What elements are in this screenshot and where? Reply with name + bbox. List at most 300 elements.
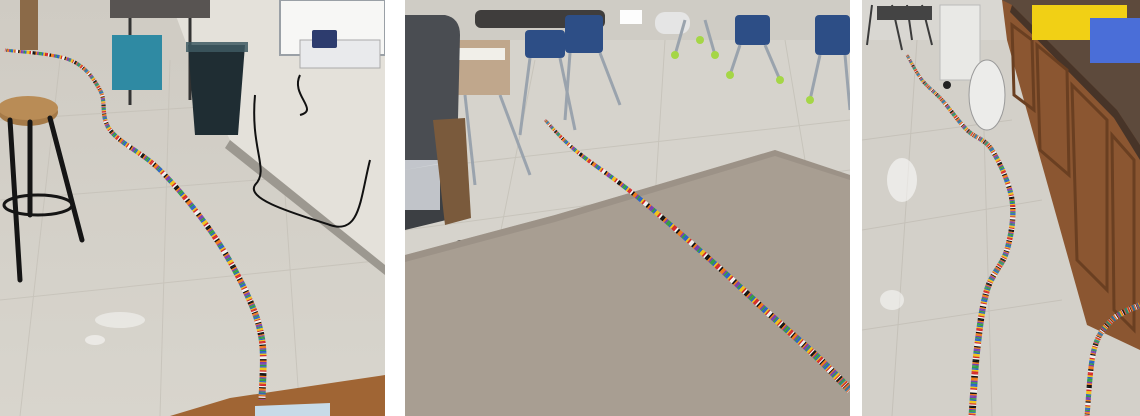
chain-cube [120,140,121,141]
chain-cube [206,224,207,225]
chain-cube [85,69,86,70]
chain-cube [567,143,568,144]
chain-cube [580,154,581,155]
chain-cube [736,283,737,284]
chain-cube [955,116,956,117]
chain-cube [759,305,760,306]
chain-cube [241,282,242,283]
chain-cube [554,130,555,131]
chain-cube [184,196,185,197]
chain-cube [244,289,245,290]
chain-cube [220,245,221,246]
chain-cube [600,169,601,170]
chain-cube [816,356,817,357]
chain-cube [227,256,228,257]
chain-cube [649,206,650,207]
chain-cube [570,146,571,147]
chain-cube [727,274,728,275]
chain-cube [963,126,964,127]
chain-cube [91,76,92,77]
chain-cube [188,201,189,202]
chain-cube [965,128,966,129]
chain-cube [186,199,187,200]
chain-cube [660,216,661,217]
chain-cube [671,226,672,227]
chain-cube [194,209,195,210]
chain-cube [845,385,846,386]
chain-cube [238,275,239,276]
chain-cube [182,194,183,195]
blue-basket [112,35,162,90]
chain-cube [781,325,782,326]
chain-cube [952,112,953,113]
chain-cube [243,286,244,287]
chain-cube [815,355,816,356]
chain-cube [124,143,125,144]
chain-cube [190,204,191,205]
chain-cube [575,150,576,151]
chain-cube [109,129,110,130]
chain-cube [619,183,620,184]
chain-cube [553,129,554,130]
chain-cube [167,177,168,178]
chain-cube [145,157,146,158]
chain-cube [181,193,182,194]
chain-cube [800,342,801,343]
chain-cube [679,232,680,233]
chain-cube [729,277,730,278]
chain-cube [232,264,233,265]
chain-cube [640,199,641,200]
chain-cube [626,188,627,189]
chain-cube [749,295,750,296]
chain-cube [697,248,698,249]
chain-cube [795,336,796,337]
chain-cube [960,123,961,124]
chain-cube [578,152,579,153]
chain-cube [812,352,813,353]
chain-cube [561,138,562,139]
chain-cube [956,118,957,119]
chain-cube [156,166,157,167]
chain-cube [840,380,841,381]
chain-cube [964,127,965,128]
chain-cube [829,368,830,369]
chain-cube [143,156,144,157]
chain-cube [831,371,832,372]
chain-cube [964,127,965,128]
chain-cube [162,172,163,173]
chain-cube [561,137,562,138]
chain-cube [743,290,744,291]
chain-cube [844,384,845,385]
chain-cube [846,386,847,387]
chain-cube [584,157,585,158]
chain-cube [708,257,709,258]
chain-cube [618,182,619,183]
chain-cube [680,233,681,234]
chain-cube [117,137,118,138]
chain-cube [962,125,963,126]
chain-cube [713,262,714,263]
chain-cube [614,179,615,180]
chain-cube [601,170,602,171]
chain-cube [148,160,149,161]
chain-cube [589,161,590,162]
chain-cube [725,273,726,274]
chain-cube [213,234,214,235]
chain-cube [610,176,611,177]
chain-cube [157,167,158,168]
chain-cube [694,246,695,247]
chain-cube [245,290,246,291]
chain-cube [81,66,82,67]
chain-cube [243,287,244,288]
chain-cube [202,219,203,220]
chain-cube [609,175,610,176]
chain-cube [650,207,651,208]
chain-cube [121,141,122,142]
chain-cube [836,375,837,376]
chain-cube [957,118,958,119]
chain-cube [118,138,119,139]
chain-cube [959,121,960,122]
chain-cube [777,321,778,322]
chain-cube [203,220,204,221]
chain-cube [211,231,212,232]
chain-cube [833,373,834,374]
chain-cube [646,204,647,205]
chain-cube [836,376,837,377]
chain-cube [170,181,171,182]
chain-cube [149,161,150,162]
chain-cube [564,140,565,141]
chain-cube [814,354,815,355]
chain-cube [805,346,806,347]
chain-cube [792,334,793,335]
chain-cube [225,253,226,254]
chain-cube [952,112,953,113]
chain-cube [669,223,670,224]
chain-cube [838,378,839,379]
chain-cube [556,132,557,133]
chain-cube [78,64,79,65]
chain-cube [164,174,165,175]
chain-cube [573,149,574,150]
chain-cube [144,157,145,158]
chain-cube [720,269,721,270]
chain-cube [579,153,580,154]
chain-cube [643,202,644,203]
chain-cube [841,381,842,382]
chain-cube [845,385,846,386]
chain-cube [826,366,827,367]
chain-cube [563,139,564,140]
chain-cube [138,153,139,154]
chain-cube [191,205,192,206]
chain-cube [950,110,951,111]
chain-cube [154,164,155,165]
chain-cube [189,203,190,204]
chain-cube [559,135,560,136]
chain-cube [557,133,558,134]
chain-cube [966,129,967,130]
chain-cube [819,359,820,360]
chain-cube [960,122,961,123]
chain-cube [832,371,833,372]
chain-cube [746,292,747,293]
chain-cube [754,300,755,301]
chain-cube [835,375,836,376]
chain-cube [817,357,818,358]
chain-cube [752,298,753,299]
chain-cube [690,242,691,243]
chain-cube [79,65,80,66]
chain-cube [824,364,825,365]
chain-cube [783,326,784,327]
chain-cube [163,173,164,174]
chain-cube [818,358,819,359]
chain-cube [568,144,569,145]
chain-cube [673,227,674,228]
chain-cube [587,159,588,160]
chain-cube [789,331,790,332]
chain-cube [223,250,224,251]
chain-cube [682,234,683,235]
chain-cube [195,210,196,211]
chain-cube [635,195,636,196]
photo-middle-canvas [405,0,850,416]
chain-cube [216,238,217,239]
chain-cube [565,141,566,142]
chain-cube [137,152,138,153]
chain-cube [704,254,705,255]
chain-cube [590,162,591,163]
chain-cube [183,195,184,196]
chain-cube [802,343,803,344]
chain-cube [670,224,671,225]
chain-cube [187,200,188,201]
chain-cube [111,132,112,133]
chain-cube [654,211,655,212]
chain-cube [166,176,167,177]
chain-cube [200,216,201,217]
chain-cube [598,167,599,168]
chain-cube [126,144,127,145]
chain-cube [180,191,181,192]
chain-cube [556,132,557,133]
chain-cube [698,249,699,250]
chain-cube [761,306,762,307]
chain-cube [653,210,654,211]
chain-cube [155,165,156,166]
chain-cube [778,322,779,323]
chain-cube [86,71,87,72]
box-fan [969,60,1005,130]
chain-cube [193,208,194,209]
chain-cube [714,263,715,264]
chain-cube [757,303,758,304]
chain-cube [197,213,198,214]
chain-cube [230,261,231,262]
chain-cube [605,172,606,173]
chain-cube [113,134,114,135]
chain-cube [557,133,558,134]
chain-cube [827,367,828,368]
chain-cube [642,200,643,201]
chain-cube [233,267,234,268]
chain-cube [177,188,178,189]
chain-cube [799,341,800,342]
chain-cube [115,135,116,136]
chain-cube [810,350,811,351]
chain-cube [824,363,825,364]
chain-cube [125,144,126,145]
chain-cube [718,266,719,267]
chain-cube [768,313,769,314]
chain-cube [224,251,225,252]
chain-cube [809,349,810,350]
chain-cube [196,211,197,212]
chain-cube [731,279,732,280]
chain-cube [89,74,90,75]
chain-cube [742,289,743,290]
chain-cube [779,323,780,324]
chain-cube [747,293,748,294]
chain-cube [146,158,147,159]
chain-cube [209,229,210,230]
chain-cube [801,343,802,344]
chain-cube [229,259,230,260]
chain-cube [603,171,604,172]
chain-cube [246,292,247,293]
chain-cube [231,263,232,264]
chain-cube [592,163,593,164]
chain-cube [201,218,202,219]
chain-cube [741,288,742,289]
chain-cube [663,218,664,219]
chain-cube [134,150,135,151]
chain-cube [737,285,738,286]
chain-cube [687,239,688,240]
chain-cube [208,228,209,229]
chain-cube [823,362,824,363]
chain-cube [966,129,967,130]
chain-cube [79,65,80,66]
chain-cube [611,177,612,178]
chain-cube [962,124,963,125]
chain-cube [109,128,110,129]
chain-cube [808,348,809,349]
chain-cube [83,68,84,69]
chain-cube [724,272,725,273]
chain-cube [179,190,180,191]
chain-cube [821,361,822,362]
chain-cube [127,145,128,146]
chain-cube [185,198,186,199]
chain-cube [773,317,774,318]
chain-cube [829,369,830,370]
chain-cube [661,217,662,218]
chain-cube [564,140,565,141]
chain-cube [956,117,957,118]
chain-cube [90,74,91,75]
chain-cube [700,250,701,251]
chain-cube [667,222,668,223]
chain-cube [711,261,712,262]
chain-cube [178,189,179,190]
chain-cube [965,128,966,129]
chain-cube [842,382,843,383]
chain-cube [608,174,609,175]
chain-cube [766,311,767,312]
chain-cube [234,269,235,270]
chain-cube [657,213,658,214]
chain-cube [553,129,554,130]
chain-cube [88,73,89,74]
chain-cube [128,146,129,147]
chain-cube [213,235,214,236]
blue-bin [1090,18,1140,63]
chain-cube [828,367,829,368]
chain-cube [204,221,205,222]
chain-cube [218,242,219,243]
chain-cube [129,147,130,148]
chain-cube [796,337,797,338]
chain-cube [739,286,740,287]
chain-cube [174,185,175,186]
chain-cube [812,353,813,354]
chain-cube [112,132,113,133]
chain-cube [552,128,553,129]
chain-cube [596,166,597,167]
chain-cube [224,252,225,253]
chain-cube [767,312,768,313]
chain-cube [745,291,746,292]
chain-cube [691,243,692,244]
photo-right-canvas [862,0,1140,416]
chain-cube [793,335,794,336]
chain-cube [232,266,233,267]
chain-cube [90,75,91,76]
chain-cube [236,273,237,274]
chain-cube [733,280,734,281]
chain-cube [559,135,560,136]
chain-cube [88,73,89,74]
chain-cube [813,353,814,354]
chain-cube [807,348,808,349]
chain-cube [566,142,567,143]
chain-cube [625,187,626,188]
chain-cube [117,138,118,139]
chain-cube [734,281,735,282]
chain-cube [693,244,694,245]
chain-cube [623,186,624,187]
chain-cube [644,203,645,204]
chain-cube [122,141,123,142]
chain-cube [961,123,962,124]
chain-cube [818,357,819,358]
chain-cube [131,148,132,149]
chain-cube [219,243,220,244]
chain-cube [244,288,245,289]
chain-cube [804,345,805,346]
chain-cube [961,124,962,125]
chain-cube [664,219,665,220]
chain-cube [715,264,716,265]
chain-cube [593,164,594,165]
chain-cube [959,121,960,122]
